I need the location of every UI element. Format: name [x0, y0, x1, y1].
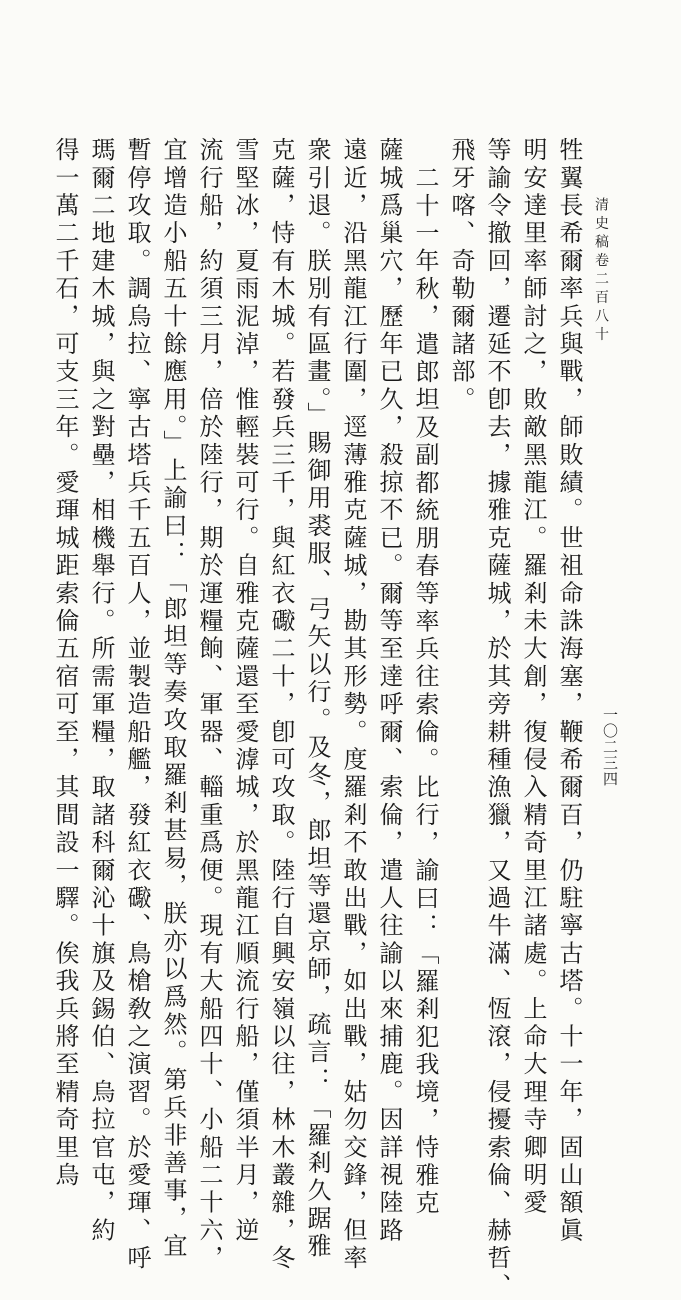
text-column-6: 薩城爲巢穴，歷年已久，殺掠不已。爾等至達呼爾、索倫，遣人往諭以來捕鹿。因詳視陸路	[375, 137, 403, 1245]
text-column-12: 宜增造小船五十餘應用。」上諭曰：「郎坦等奏攻取羅剎甚易，朕亦以爲然。第兵非善事，宜	[159, 137, 187, 1261]
text-column-9: 克薩，恃有木城。若發兵三千，與紅衣礮二十，卽可攻取。陸行自興安嶺以往，林木叢雜，冬	[267, 137, 295, 1273]
text-column-13: 暫停攻取。調烏拉、寧古塔兵千五百人，並製造船艦，發紅衣礮、鳥槍敎之演習。於愛琿、呼	[123, 137, 151, 1273]
text-column-4: 飛牙喀、奇勒爾諸部。	[447, 137, 475, 414]
text-column-14: 瑪爾二地建木城，與之對壘，相機舉行。所需軍糧，取諸科爾沁十旗及錫伯、烏拉官屯，約	[87, 137, 115, 1245]
text-column-10: 雪堅冰，夏雨泥淖，惟輕裝可行。自雅克薩還至愛滹城，於黑龍江順流行船，僅須半月，逆	[231, 137, 259, 1245]
page-number: 一〇二三四	[601, 707, 619, 787]
text-column-15: 得一萬二千石，可支三年。愛琿城距索倫五宿可至，其間設一驛。俟我兵將至精奇里烏	[51, 137, 79, 1190]
text-column-8: 衆引退。朕別有區畫。」賜御用裘服、弓矢以行。及冬，郎坦等還京師，疏言：「羅剎久踞雅	[303, 137, 331, 1261]
text-column-11: 流行船，約須三月，倍於陸行，期於運糧餉、軍器、輜重爲便。現有大船四十、小船二十六，	[195, 137, 223, 1273]
text-column-5: 二十一年秋，遣郎坦及副都統朋春等率兵往索倫。比行，諭曰：「羅剎犯我境，恃雅克	[411, 165, 439, 1218]
running-title: 清史稿卷二百八十	[593, 197, 609, 345]
text-column-3: 等諭令撤回，遷延不卽去，據雅克薩城，於其旁耕種漁獵，又過牛滿、恆滾，侵擾索倫、赫哲、	[483, 137, 511, 1300]
text-column-7: 遠近，沿黑龍江行圍，逕薄雅克薩城，勘其形勢。度羅剎不敢出戰，如出戰，姑勿交鋒，但率	[339, 137, 367, 1273]
text-column-1: 牲翼長希爾率兵與戰，師敗績。世祖命誅海塞，鞭希爾百，仍駐寧古塔。十一年，固山額眞	[555, 137, 583, 1245]
text-column-2: 明安達里率師討之，敗敵黑龍江。羅剎未大創，復侵入精奇里江諸處。上命大理寺卿明愛	[519, 137, 547, 1218]
